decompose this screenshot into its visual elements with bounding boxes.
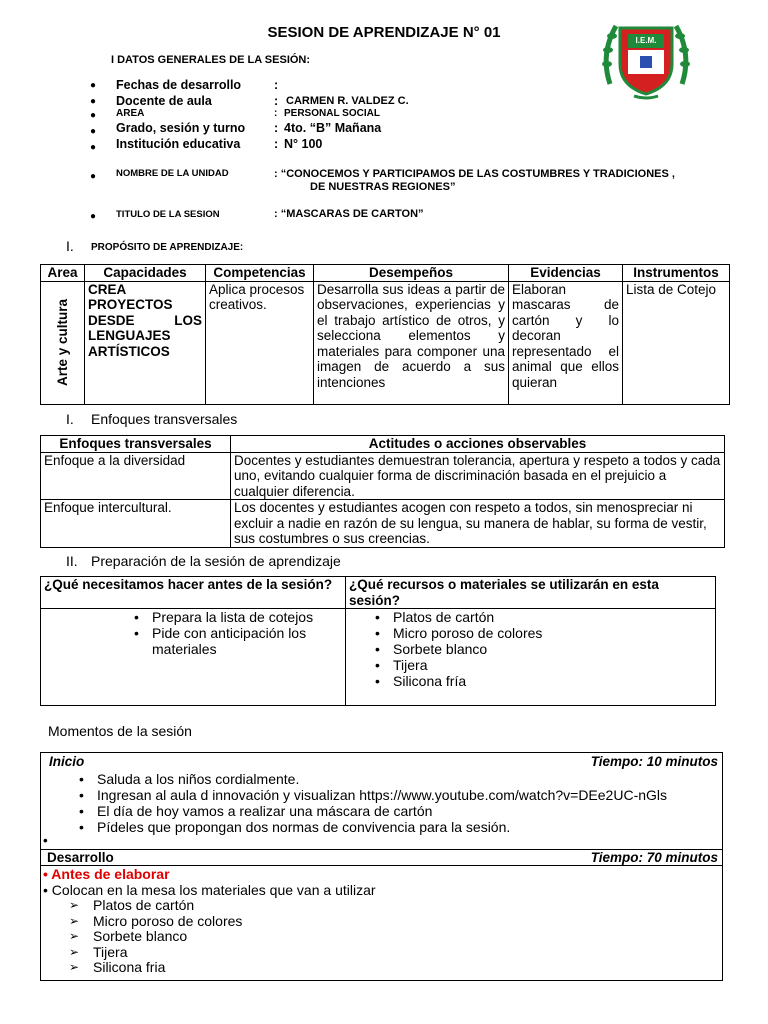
list-item: ➢ Platos de cartón	[43, 898, 718, 914]
moments-table: Inicio Tiempo: 10 minutos • Saluda a los niños cordialmente. • Ingresan al aula d innovación y visualizan https://www.youtube.com/watch?v=DEe2UC-nGls • El día de hoy vamos a realizar una máscara de cartón • Pídeles que propongan dos normas de convivencia para la sesión. • Desarrollo Tiempo: 70 minutos • Antes de elaborar • Colocan en la mesa los materiales que van a utilizar ➢ Platos de cartón ➢ Micro poroso de colores ➢ Sorbete blanco ➢ Tijera ➢ Silicona fria	[40, 752, 723, 981]
value-titulo-sesion: : “MASCARAS DE CARTON”	[274, 208, 424, 220]
approach-text-1: Docentes y estudiantes demuestran tolerancia, apertura y respeto a todos y cada uno, evitando cualquier forma de discriminación basada en el prejuicio a cualquier diferencia.	[231, 452, 725, 500]
list-item: ➢ Silicona fria	[43, 960, 718, 976]
prep-col1-header: ¿Qué necesitamos hacer antes de la sesión?	[41, 577, 346, 609]
list-item: • Ingresan al aula d innovación y visualizan https://www.youtube.com/watch?v=DEe2UC-nGls	[73, 787, 718, 803]
inicio-time: Tiempo: 10 minutos	[590, 754, 718, 769]
area-value: Arte y cultura	[54, 298, 70, 387]
label-fechas: Fechas de desarrollo	[116, 78, 242, 92]
bullet-icon: ●	[90, 126, 97, 137]
value-grado: 4to. “B” Mañana	[284, 121, 382, 135]
bullet-icon: ●	[90, 142, 97, 153]
approach-name-2: Enfoque intercultural.	[41, 500, 231, 548]
list-item: • Pide con anticipación los materiales	[128, 625, 342, 657]
preparation-numeral: II.	[66, 553, 78, 569]
list-item: • Platos de cartón	[369, 609, 712, 625]
desarrollo-time: Tiempo: 70 minutos	[590, 849, 718, 865]
bullet-icon: ●	[90, 96, 97, 107]
approaches-numeral: I.	[66, 411, 74, 427]
prep-col2-header: ¿Qué recursos o materiales se utilizarán en esta sesión?	[346, 577, 716, 609]
header-area: Area	[41, 265, 85, 282]
list-item: • Silicona fría	[369, 673, 712, 689]
preparation-heading: Preparación de la sesión de aprendizaje	[91, 553, 341, 569]
label-area: AREA	[116, 108, 145, 119]
value-docente: CARMEN R. VALDEZ C.	[286, 95, 409, 107]
moments-heading: Momentos de la sesión	[48, 723, 192, 739]
list-item: • Tijera	[369, 657, 712, 673]
list-item: • Micro poroso de colores	[369, 625, 712, 641]
list-item: • Prepara la lista de cotejos	[128, 609, 342, 625]
list-item: • El día de hoy vamos a realizar una máscara de cartón	[73, 803, 718, 819]
approaches-heading: Enfoques transversales	[91, 411, 238, 427]
desarrollo-label: Desarrollo	[47, 849, 114, 865]
header-desempenos: Desempeños	[314, 265, 509, 282]
label-grado: Grado, sesión y turno	[116, 121, 246, 135]
header-evidencias: Evidencias	[509, 265, 623, 282]
sep-fechas: :	[274, 78, 279, 92]
label-titulo-sesion: TITULO DE LA SESION	[116, 209, 220, 220]
purpose-heading: PROPÓSITO DE APRENDIZAJE:	[91, 242, 244, 253]
bullet-icon: ●	[90, 171, 97, 182]
logo-text: I.E.M.	[635, 36, 657, 45]
header-instrumentos: Instrumentos	[623, 265, 730, 282]
instrumentos-value: Lista de Cotejo	[623, 281, 730, 404]
list-item: ➢ Tijera	[43, 945, 718, 961]
value-unidad-2: DE NUESTRAS REGIONES”	[310, 181, 456, 193]
bullet-icon: ●	[90, 211, 97, 222]
sep-institucion: :	[274, 137, 279, 151]
purpose-table	[40, 264, 730, 405]
inicio-list	[49, 771, 718, 835]
evidencias-value: Elaboran mascaras de cartón y lo decoran representado el animal que ellos quieran	[509, 281, 623, 404]
list-item: • Pídeles que propongan dos normas de convivencia para la sesión.	[73, 819, 718, 835]
bullet-icon: ●	[90, 110, 97, 121]
prep-col2-list	[349, 609, 712, 689]
approaches-header-2: Actitudes o acciones observables	[231, 436, 725, 453]
sep-area: :	[274, 108, 278, 119]
list-item: • Saluda a los niños cordialmente.	[73, 771, 718, 787]
approaches-header-1: Enfoques transversales	[41, 436, 231, 453]
empty-bullet: •	[43, 832, 48, 848]
value-institucion: N° 100	[284, 137, 323, 151]
list-item: • Sorbete blanco	[369, 641, 712, 657]
school-logo	[598, 14, 694, 102]
colocan-text: Colocan en la mesa los materiales que van a utilizar	[51, 882, 376, 898]
label-docente: Docente de aula	[116, 94, 212, 108]
purpose-numeral: I.	[66, 238, 74, 254]
bullet-icon: ●	[90, 80, 97, 91]
header-capacidades: Capacidades	[85, 265, 206, 282]
sep-docente: :	[274, 94, 279, 108]
capacidades-value: CREA PROYECTOS DESDE LOS LENGUAJES ARTÍSTICOS	[85, 281, 206, 404]
competencias-value: Aplica procesos creativos.	[206, 281, 314, 404]
approach-text-2: Los docentes y estudiantes acogen con respeto a todos, sin menospreciar ni excluir a nadie en razón de su lengua, su manera de hablar, su forma de vestir, sus costumbres o sus creencias.	[231, 500, 725, 548]
value-area: PERSONAL SOCIAL	[284, 108, 380, 119]
sep-grado: :	[274, 121, 279, 135]
inicio-label: Inicio	[49, 754, 85, 769]
approaches-table	[40, 435, 725, 548]
prep-col1-list	[44, 609, 342, 657]
materials-list	[43, 898, 718, 976]
section-general-heading: I DATOS GENERALES DE LA SESIÓN:	[111, 54, 311, 66]
label-unidad: NOMBRE DE LA UNIDAD	[116, 168, 229, 179]
preparation-table	[40, 576, 716, 706]
list-item: ➢ Micro poroso de colores	[43, 914, 718, 930]
header-competencias: Competencias	[206, 265, 314, 282]
desempenos-value: Desarrolla sus ideas a partir de observaciones, experiencias y el trabajo artístico de otros, y selecciona elementos y materiales para componer una imagen de acuerdo a sus intenciones	[314, 281, 509, 404]
page-title: SESION DE APRENDIZAJE N° 01	[267, 24, 501, 41]
antes-label: Antes de elaborar	[51, 866, 170, 882]
value-unidad-1: : “CONOCEMOS Y PARTICIPAMOS DE LAS COSTUMBRES Y TRADICIONES ,	[274, 168, 675, 180]
label-institucion: Institución educativa	[116, 137, 241, 151]
list-item: ➢ Sorbete blanco	[43, 929, 718, 945]
approach-name-1: Enfoque a la diversidad	[41, 452, 231, 500]
